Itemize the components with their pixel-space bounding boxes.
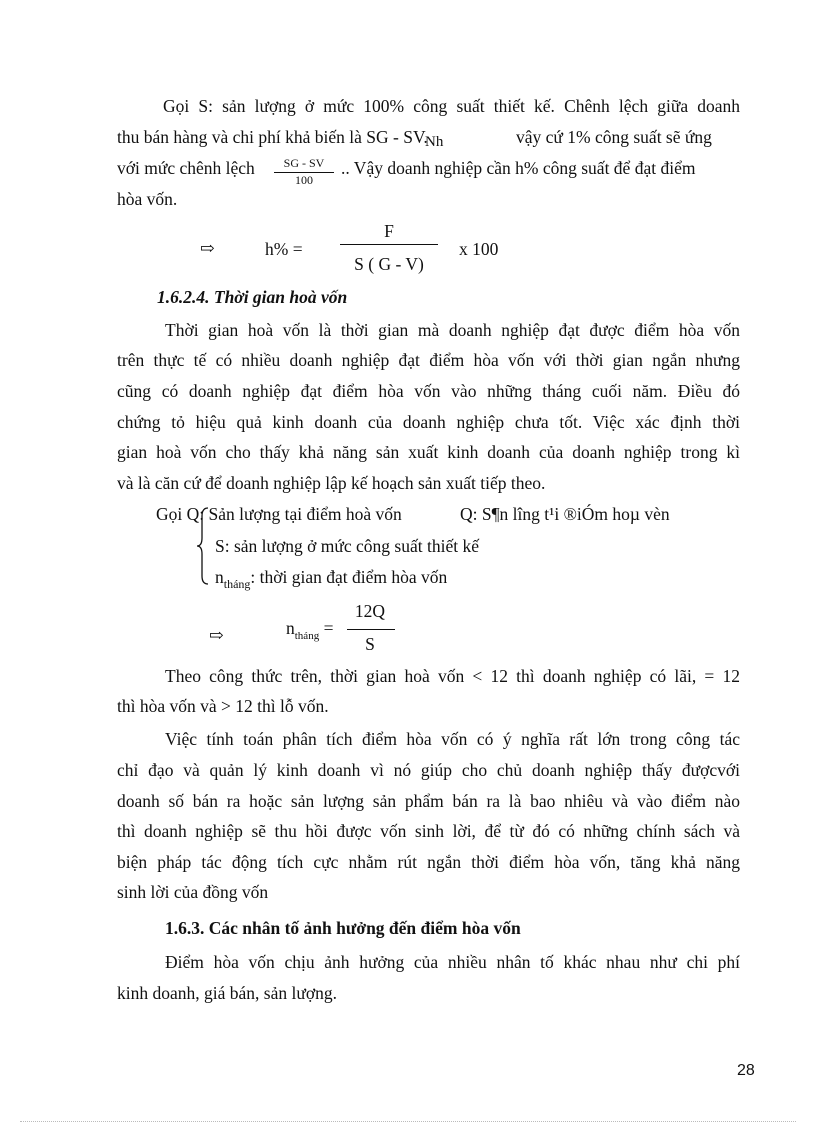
formula2-n-symbol: n: [286, 618, 295, 638]
para3-line2: thì hòa vốn và > 12 thì lỗ vốn.: [117, 696, 329, 716]
inline-fraction-denominator: 100: [295, 173, 313, 187]
formula1-denominator: S ( G - V): [354, 254, 424, 274]
para4-line1: Việc tính toán phân tích điểm hòa vốn có ý nghĩa rất lớn trong công tác: [165, 729, 740, 749]
def-q-line: Gọi Q: Sản lượng tại điểm hoà vốn: [156, 504, 402, 524]
para5-line2: kinh doanh, giá bán, sản lượng.: [117, 983, 337, 1003]
formula2-equals: =: [323, 618, 334, 638]
implies-arrow-icon-2: ⇨: [209, 625, 224, 645]
para1-line3a: với mức chênh lệch: [117, 158, 255, 178]
def-s-line: S: sản lượng ở mức công suất thiết kế: [215, 536, 479, 556]
formula1-numerator: F: [384, 221, 394, 241]
para2-line3: cũng có doanh nghiệp đạt điểm hòa vốn vào những tháng cuối năm. Điều đó: [117, 381, 740, 401]
para4-line3: doanh số bán ra hoặc sản lượng sản phẩm bán ra là bao nhiêu và vào điểm nào: [117, 791, 740, 811]
para1-nh-fragment: Nh: [425, 134, 444, 150]
inline-fraction-numerator: SG - SV: [283, 156, 325, 170]
para1-line2a: thu bán hàng và chi phí khả biến là SG - SV.: [117, 127, 428, 147]
para3-line1: Theo công thức trên, thời gian hoà vốn < 12 thì doanh nghiệp có lãi, = 12: [165, 666, 740, 686]
para2-line2: trên thực tế có nhiều doanh nghiệp đạt điểm hòa vốn với thời gian ngắn nhưng: [117, 350, 740, 370]
para2-line4: chứng tỏ hiệu quả kinh doanh của doanh nghiệp chưa tốt. Việc xác định thời: [117, 412, 740, 432]
left-brace-icon: [196, 506, 210, 586]
formula2-fraction-bar: [347, 629, 395, 630]
def-n-subscript: tháng: [223, 577, 251, 591]
para5-line1: Điểm hòa vốn chịu ảnh hưởng của nhiều nhân tố khác nhau như chi phí: [165, 952, 740, 972]
formula2-lhs: [286, 617, 333, 642]
para2-line5: gian hoà vốn cho thấy khả năng sản xuất kinh doanh của doanh nghiệp trong kì: [117, 442, 740, 462]
para1-line3b: .. Vậy doanh nghiệp cần h% công suất để đạt điểm: [341, 158, 696, 178]
para1-line4: hòa vốn.: [117, 189, 178, 209]
section-heading-1-6-3: 1.6.3. Các nhân tố ảnh hưởng đến điểm hòa vốn: [165, 918, 521, 938]
def-n-text: : thời gian đạt điểm hòa vốn: [250, 567, 448, 587]
para1-line1: Gọi S: sản lượng ở mức 100% công suất thiết kế. Chênh lệch giữa doanh: [163, 96, 740, 116]
formula2-numerator: 12Q: [354, 601, 386, 621]
section-heading-1-6-2-4: 1.6.2.4. Thời gian hoà vốn: [157, 287, 348, 307]
formula1-multiplier: x 100: [459, 239, 499, 259]
para1-line2b: vậy cứ 1% công suất sẽ ứng: [516, 127, 712, 147]
para4-line2: chỉ đạo và quản lý kinh doanh vì nó giúp cho chủ doanh nghiệp thấy đượcvới: [117, 760, 740, 780]
para2-line1: Thời gian hoà vốn là thời gian mà doanh nghiệp đạt được điểm hòa vốn: [165, 320, 740, 340]
def-n-symbol: n: [215, 567, 224, 587]
def-q-garbled-text: Q: S¶n lîng t¹i ®iÓm hoµ vèn: [460, 504, 670, 524]
formula2-n-subscript: tháng: [294, 630, 320, 642]
para2-line6: và là căn cứ để doanh nghiệp lập kế hoạch sản xuất tiếp theo.: [117, 473, 546, 493]
para4-line4: thì doanh nghiệp sẽ thu hồi được vốn sinh lời, để từ đó có những chính sách và: [117, 821, 740, 841]
formula1-lhs: h% =: [265, 239, 303, 259]
def-n-line: [215, 566, 447, 590]
page-number: 28: [737, 1062, 755, 1079]
implies-arrow-icon: ⇨: [200, 238, 215, 258]
para4-line5: biện pháp tác động tích cực nhằm rút ngắn thời điểm hòa vốn, tăng khả năng: [117, 852, 740, 872]
para4-line6: sinh lời của đồng vốn: [117, 882, 269, 902]
formula1-fraction-bar: [340, 244, 438, 245]
formula2-denominator: S: [365, 634, 375, 654]
footer-divider: [20, 1121, 796, 1122]
